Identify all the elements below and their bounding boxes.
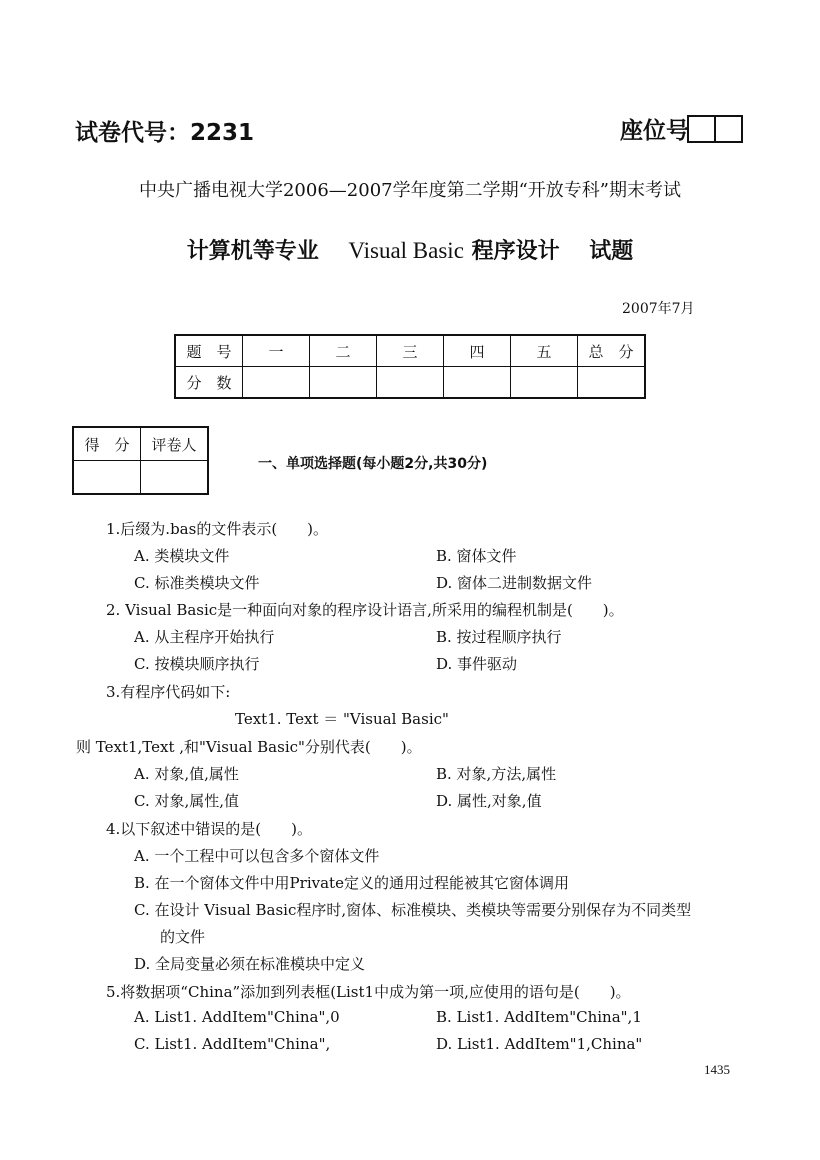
option-c: C. List1. AddItem"China", (134, 1035, 331, 1053)
seat-label: 座位号 (620, 118, 689, 144)
grader-cell-empty (141, 461, 209, 495)
score-table-cell: 三 (377, 335, 444, 367)
option-c: C. 按模块顺序执行 (134, 655, 260, 673)
grader-name-label: 评卷人 (141, 427, 209, 461)
option-b: B. 窗体文件 (436, 547, 517, 565)
option-d: D. 属性,对象,值 (436, 792, 542, 810)
score-table-cell: 题 号 (175, 335, 243, 367)
code-line: Text1. Text ＝ "Visual Basic" (235, 710, 449, 728)
score-cell-empty (511, 367, 578, 399)
major-label: 计算机等专业 (186, 239, 319, 264)
option-d: D. 窗体二进制数据文件 (436, 574, 593, 592)
score-table-cell: 一 (243, 335, 310, 367)
grader-table (72, 426, 209, 495)
score-table-score-row (175, 367, 645, 399)
score-table-cell: 二 (310, 335, 377, 367)
question-stem: 3.有程序代码如下: (106, 683, 231, 701)
seat-box-1 (687, 115, 716, 143)
question-stem: 5.将数据项“China”添加到列表框(List1中成为第一项,应使用的语句是( )。 (106, 983, 631, 1001)
question-stem: 2. Visual Basic是一种面向对象的程序设计语言,所采用的编程机制是( )。 (106, 601, 624, 619)
score-table-cell: 四 (444, 335, 511, 367)
score-table (174, 334, 646, 399)
question-stem: 1.后缀为.bas的文件表示( )。 (106, 520, 329, 538)
score-cell-empty (578, 367, 646, 399)
option-b: B. 在一个窗体文件中用Private定义的通用过程能被其它窗体调用 (134, 874, 569, 892)
option-a: A. 一个工程中可以包含多个窗体文件 (134, 847, 380, 865)
option-d: D. 事件驱动 (436, 655, 518, 673)
design-label: 程序设计 (471, 239, 560, 264)
exam-date: 2007年7月 (622, 301, 695, 317)
score-table-cell: 分 数 (175, 367, 243, 399)
score-table-header-row (175, 335, 645, 367)
question-stem-continued: 则 Text1,Text ,和"Visual Basic"分别代表( )。 (76, 738, 422, 756)
option-a: A. 类模块文件 (134, 547, 230, 565)
page-number: 1435 (704, 1062, 730, 1077)
score-cell-empty (310, 367, 377, 399)
option-a: A. 从主程序开始执行 (134, 628, 275, 646)
option-d: D. 全局变量必须在标准模块中定义 (134, 955, 366, 973)
score-table-cell: 总 分 (578, 335, 646, 367)
exam-title: 中央广播电视大学2006—2007学年度第二学期“开放专科”期末考试 (138, 180, 682, 201)
question-stem: 4.以下叙述中错误的是( )。 (106, 820, 313, 838)
option-c-continued: 的文件 (160, 928, 206, 946)
option-b: B. 对象,方法,属性 (436, 765, 557, 783)
option-c: C. 对象,属性,值 (134, 792, 240, 810)
option-c: C. 标准类模块文件 (134, 574, 260, 592)
score-cell-empty (444, 367, 511, 399)
subject-title (0, 234, 820, 265)
exam-code: 试卷代号：2231 (75, 120, 255, 146)
option-d: D. List1. AddItem"1,China" (436, 1035, 643, 1053)
grader-cell-empty (73, 461, 141, 495)
option-b: B. 按过程顺序执行 (436, 628, 562, 646)
seat-number (620, 112, 743, 145)
score-cell-empty (377, 367, 444, 399)
grader-score-label: 得 分 (73, 427, 141, 461)
paper-label: 试题 (589, 239, 634, 264)
score-cell-empty (243, 367, 310, 399)
seat-box-2 (714, 115, 743, 143)
option-a: A. List1. AddItem"China",0 (134, 1008, 340, 1026)
option-a: A. 对象,值,属性 (134, 765, 239, 783)
course-name: Visual Basic (348, 238, 464, 263)
option-b: B. List1. AddItem"China",1 (436, 1008, 642, 1026)
section-title: 一、单项选择题(每小题2分,共30分) (258, 456, 488, 472)
score-table-cell: 五 (511, 335, 578, 367)
option-c: C. 在设计 Visual Basic程序时,窗体、标准模块、类模块等需要分别保存为不同类型 (134, 901, 692, 919)
